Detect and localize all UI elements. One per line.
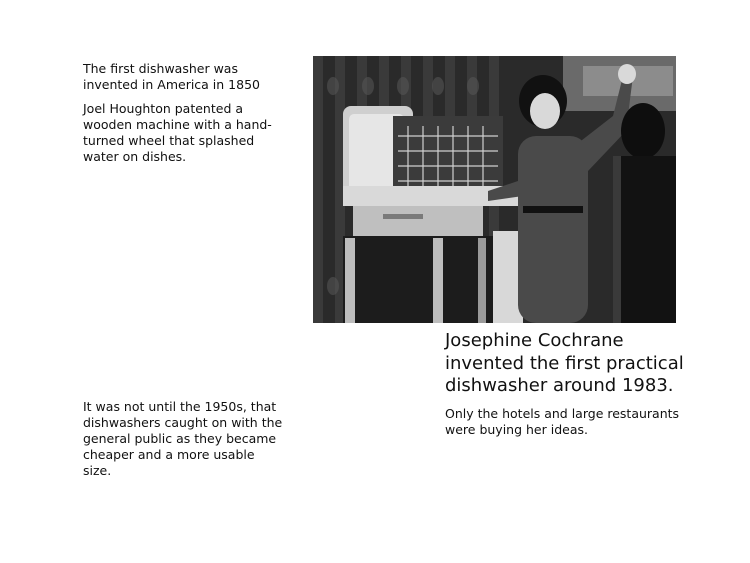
- cochrane-headline: Josephine Cochrane invented the first practical dishwasher around 1983.: [445, 330, 684, 396]
- joel-houghton-paragraph: Joel Houghton patented a wooden machine with a hand-turned wheel that splashed water on dishes.: [83, 101, 272, 164]
- adoption-text-block: [83, 399, 283, 487]
- intro-text-block: [83, 61, 283, 173]
- first-dishwasher-paragraph: The first dishwasher was invented in America in 1850: [83, 61, 260, 92]
- 1950s-adoption-paragraph: It was not until the 1950s, that dishwashers caught on with the general public as they became cheaper and a more usable size.: [83, 399, 283, 478]
- hotels-restaurants-paragraph: Only the hotels and large restaurants were buying her ideas.: [445, 405, 680, 437]
- dishwasher-demo-photo: [313, 56, 676, 323]
- photo-illustration: [313, 56, 676, 323]
- cochrane-caption-block: [445, 330, 705, 446]
